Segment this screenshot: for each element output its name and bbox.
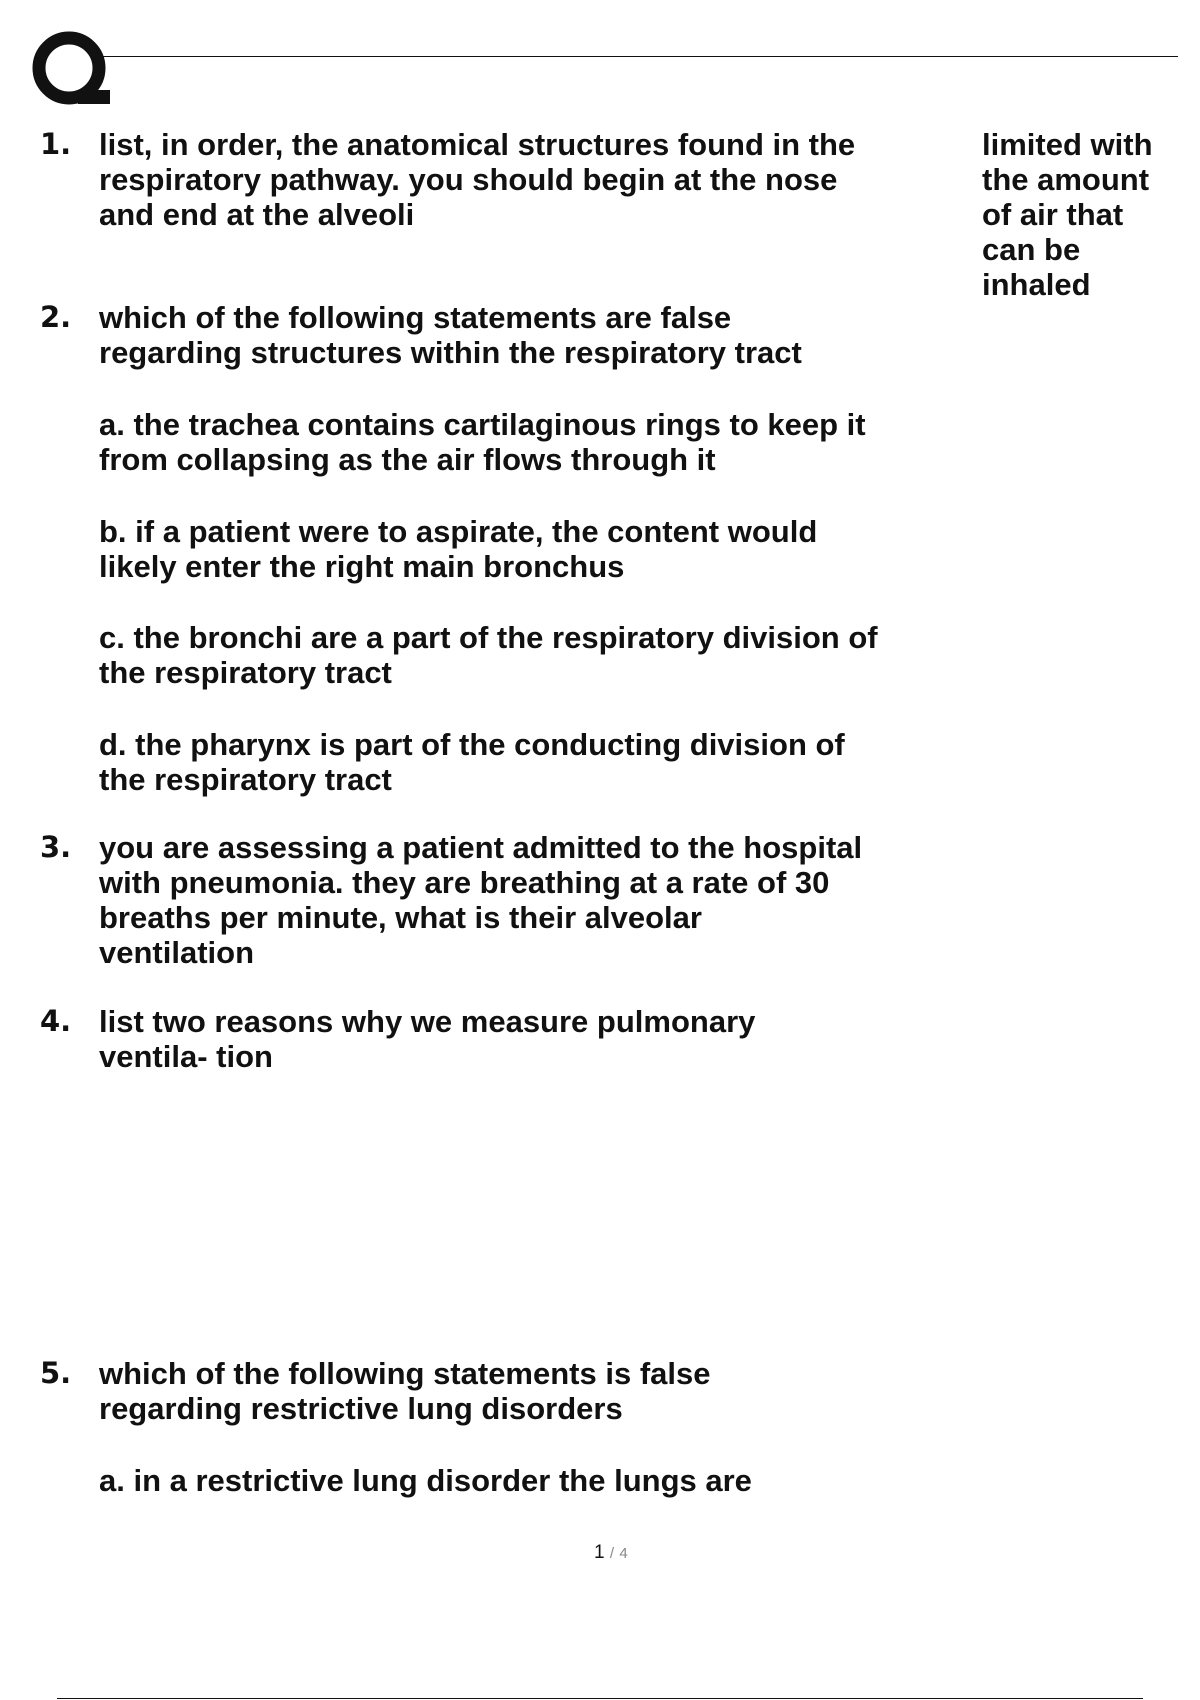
page-indicator (594, 1542, 628, 1564)
question-line: ventila- tion (99, 1039, 273, 1074)
option-line: d. the pharynx is part of the conducting division of (99, 727, 845, 762)
question-number: 1. (40, 127, 72, 161)
side-note-line: of air that (982, 197, 1124, 232)
option-line: a. the trachea contains cartilaginous rings to keep it (99, 407, 866, 442)
question-number: 2. (40, 300, 72, 334)
side-note-line: can be (982, 232, 1081, 267)
footer-rule (57, 1698, 1143, 1699)
option-line: c. the bronchi are a part of the respiratory division of (99, 620, 878, 655)
question-line: list, in order, the anatomical structures found in the (99, 127, 856, 162)
question-line: you are assessing a patient admitted to the hospital (99, 830, 863, 865)
question-line: list two reasons why we measure pulmonary (99, 1004, 756, 1039)
answer-option-c (99, 620, 959, 690)
question-line: respiratory pathway. you should begin at the nose (99, 162, 838, 197)
question-number: 5. (40, 1356, 72, 1390)
option-line: likely enter the right main bronchus (99, 549, 625, 584)
question-line: regarding restrictive lung disorders (99, 1391, 623, 1426)
header-rule (100, 56, 1178, 57)
total-pages: 4 (619, 1545, 628, 1562)
option-line: b. if a patient were to aspirate, the content would (99, 514, 818, 549)
question-number: 3. (40, 830, 72, 864)
question-text (99, 300, 959, 370)
question-line: regarding structures within the respiratory tract (99, 335, 802, 370)
current-page: 1 (594, 1542, 605, 1563)
option-line: the respiratory tract (99, 655, 392, 690)
side-note-line: limited with (982, 127, 1153, 162)
question-line: breaths per minute, what is their alveolar (99, 900, 702, 935)
answer-option-d (99, 727, 959, 797)
option-line: a. in a restrictive lung disorder the lungs are (99, 1463, 752, 1498)
side-note (982, 127, 1153, 302)
question-line: ventilation (99, 935, 255, 970)
question-text (99, 127, 959, 232)
option-line: the respiratory tract (99, 762, 392, 797)
question-text (99, 830, 959, 970)
option-line: from collapsing as the air flows through it (99, 442, 716, 477)
page-separator: / (609, 1545, 615, 1562)
answer-option-a (99, 407, 959, 477)
question-number: 4. (40, 1004, 72, 1038)
question-text (99, 1356, 959, 1426)
question-line: which of the following statements are false (99, 300, 732, 335)
question-line: with pneumonia. they are breathing at a rate of 30 (99, 865, 830, 900)
question-text (99, 1004, 959, 1074)
side-note-line: the amount (982, 162, 1150, 197)
answer-option-b (99, 514, 959, 584)
q-logo-icon (30, 28, 116, 114)
answer-option-a (99, 1463, 959, 1498)
question-line: which of the following statements is false (99, 1356, 711, 1391)
side-note-line: inhaled (982, 267, 1091, 302)
question-line: and end at the alveoli (99, 197, 415, 232)
